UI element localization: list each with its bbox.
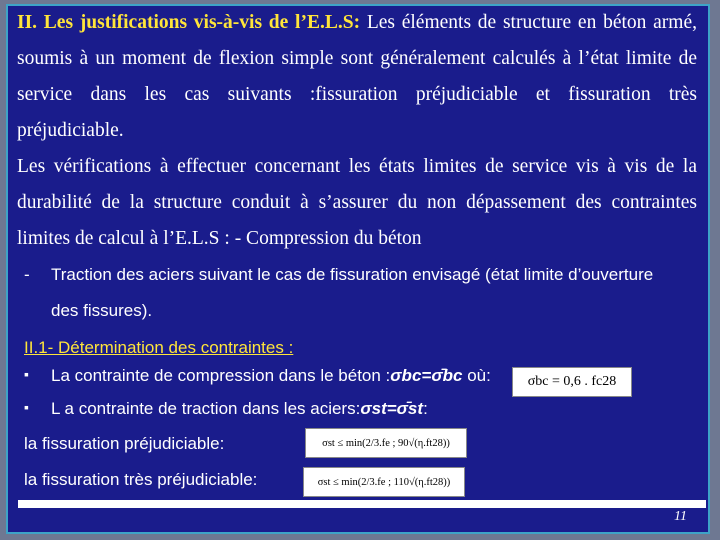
para1-line3: service dans les cas suivants :fissuration préjudiciable et fissuration très [17, 84, 697, 105]
subsection-title: II.1- Détermination des contraintes : [24, 338, 294, 357]
bullet-marker: ▪ [24, 401, 29, 416]
bullet-2-text: L a contrainte de traction dans les aciers: [51, 399, 361, 418]
case-1-label: la fissuration préjudiciable: [24, 434, 225, 453]
bullet-2-symbol: σst=σ̄st [360, 399, 424, 418]
bullet-2 [51, 398, 511, 420]
page-number: 11 [674, 509, 687, 524]
para1-line2: soumis à un moment de flexion simple sont généralement calculés à l’état limite de [17, 48, 697, 69]
para2-line3: limites de calcul à l’E.L.S : - Compression du béton [17, 228, 422, 249]
bullet-1 [51, 365, 511, 387]
para1-line1 [17, 12, 697, 34]
dash-item-line2: des fissures). [51, 301, 153, 320]
para2-line2: durabilité de la structure conduit à s’assurer du non dépassement des contraintes [17, 192, 697, 213]
para2-line1: Les vérifications à effectuer concernant les états limites de service vis à vis de la [17, 156, 697, 177]
bullet-2-suffix: : [423, 399, 428, 418]
para1-line1-rest: Les éléments de structure en béton armé, [366, 12, 697, 33]
footer-bar [18, 500, 706, 508]
bullet-1-text: La contrainte de compression dans le béton : [51, 366, 391, 385]
formula-case-2: σst ≤ min(2/3.fe ; 110√(η.ft28)) [303, 467, 465, 497]
formula-sigma-bc: σbc = 0,6 . fc28 [512, 367, 632, 397]
bullet-1-symbol: σbc=σ̄bc [390, 366, 463, 385]
para1-line4: préjudiciable. [17, 120, 124, 141]
bullet-1-suffix: où: [467, 366, 491, 385]
formula-case-1: σst ≤ min(2/3.fe ; 90√(η.ft28)) [305, 428, 467, 458]
dash-item-line1: Traction des aciers suivant le cas de fissuration envisagé (état limite d’ouverture [51, 265, 654, 284]
section-title: II. Les justifications vis-à-vis de l’E.L.S: [17, 12, 361, 33]
bullet-marker: ▪ [24, 368, 29, 383]
dash-marker: - [24, 265, 30, 284]
case-2-label: la fissuration très préjudiciable: [24, 470, 258, 489]
